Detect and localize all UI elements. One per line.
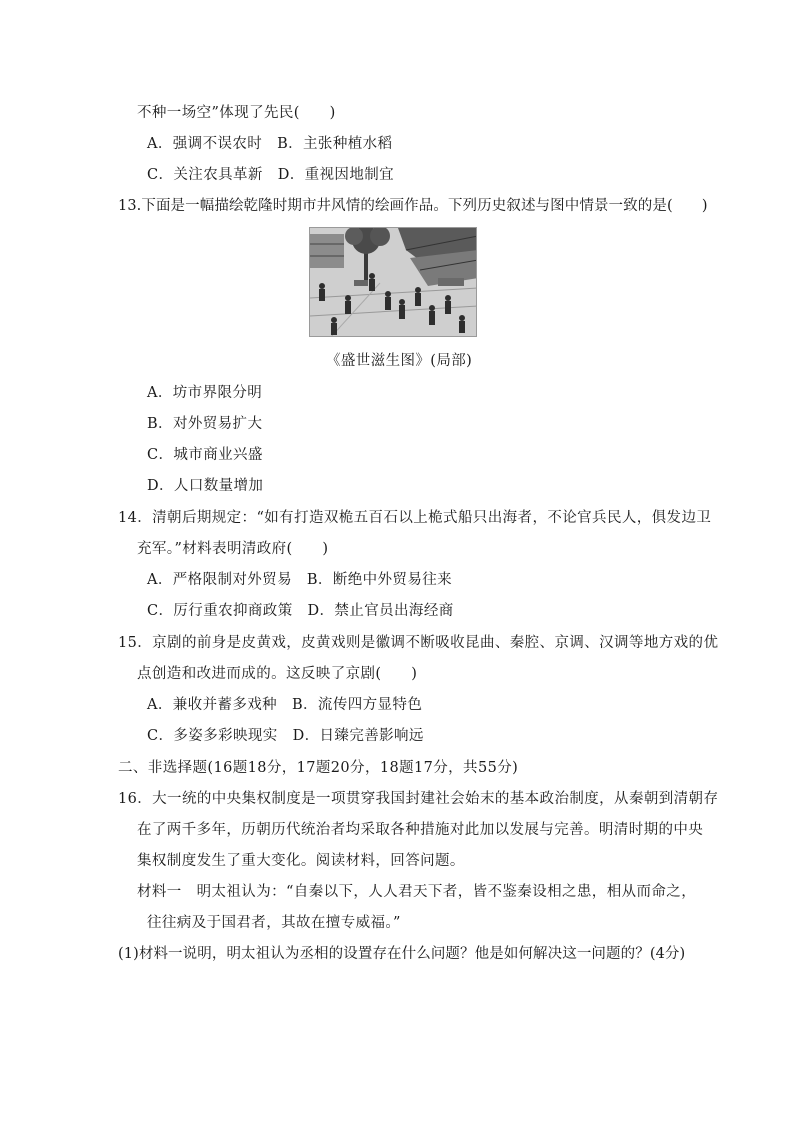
q16-stem-line2: 在了两千多年，历朝历代统治者均采取各种措施对此加以发展与完善。明清时期的中央 [137,822,704,838]
q14-stem-line1: 14．清朝后期规定：“如有打造双桅五百石以上桅式船只出海者，不论官兵民人，俱发边卫 [118,510,712,526]
q15-options-ab: A．兼收并蓄多戏种 B．流传四方显特色 [147,697,423,713]
painting-illustration [310,228,477,337]
q15-stem-line1: 15．京剧的前身是皮黄戏，皮黄戏则是徽调不断吸收昆曲、秦腔、京调、汉调等地方戏的优 [118,635,719,651]
figure-caption: 《盛世滋生图》(局部) [326,353,473,369]
q12-stem-tail: 不种一场空”体现了先民( ) [137,105,336,121]
q12-options-ab: A．强调不误农时 B．主张种植水稻 [147,136,393,152]
q13-option-a: A．坊市界限分明 [147,385,263,401]
q16-subquestion-1: (1)材料一说明，明太祖认为丞相的设置存在什么问题？他是如何解决这一问题的？(4分) [118,946,686,962]
q13-option-c: C．城市商业兴盛 [147,447,263,463]
q15-stem-line2: 点创造和改进而成的。这反映了京剧( ) [137,666,418,682]
q16-material-line2: 往往病及于国君者，其故在擅专威福。” [147,915,401,931]
q16-stem-line3: 集权制度发生了重大变化。阅读材料，回答问题。 [137,853,465,869]
q14-stem-line2: 充军。”材料表明清政府( ) [137,541,329,557]
q14-options-cd: C．厉行重农抑商政策 D．禁止官员出海经商 [147,603,454,619]
q12-options-cd: C．关注农具革新 D．重视因地制宜 [147,167,395,183]
q15-options-cd: C．多姿多彩映现实 D．日臻完善影响远 [147,728,424,744]
q13-option-b: B．对外贸易扩大 [147,416,263,432]
q13-stem: 13.下面是一幅描绘乾隆时期市井风情的绘画作品。下列历史叙述与图中情景一致的是( ) [118,198,708,214]
q13-option-d: D．人口数量增加 [147,478,264,494]
section-heading: 二、非选择题(16题18分，17题20分，18题17分，共55分) [118,760,519,776]
q16-stem-line1: 16．大一统的中央集权制度是一项贯穿我国封建社会始末的基本政治制度，从秦朝到清朝存 [118,791,719,807]
q14-options-ab: A．严格限制对外贸易 B．断绝中外贸易往来 [147,572,453,588]
q16-material-line1: 材料一 明太祖认为：“自秦以下，人人君天下者，皆不鉴秦设相之患，相从而命之， [137,884,697,900]
painting-image [309,227,477,337]
